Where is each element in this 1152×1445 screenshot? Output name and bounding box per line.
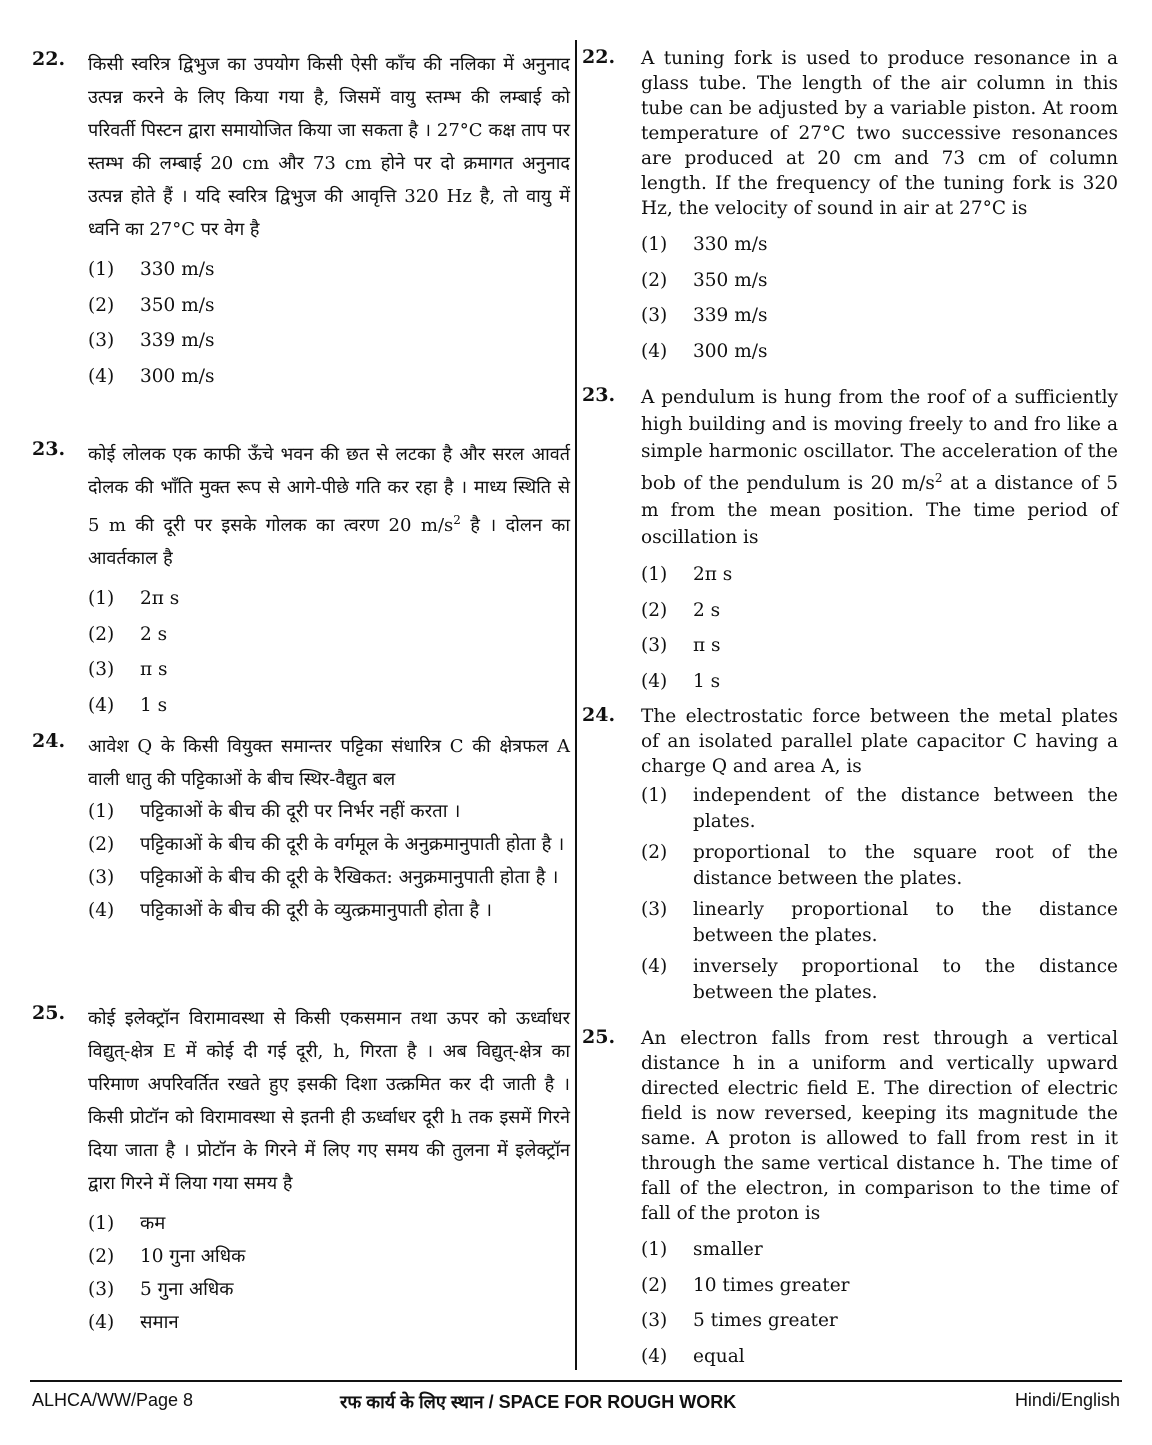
option: (2) proportional to the square root of the distance between the plates. (641, 842, 1118, 889)
option: (3) linearly proportional to the distance between the plates. (641, 899, 1118, 946)
question-text: The electrostatic force between the metal plates of an isolated parallel plate capacitor C having a charge Q and area A, is (641, 706, 1118, 777)
options (641, 1232, 1118, 1374)
question-23-english (582, 384, 1118, 699)
question-number: 25. (582, 1026, 616, 1048)
column-divider (575, 40, 577, 1370)
options (641, 227, 1118, 369)
option: (2) 10 times greater (641, 1274, 850, 1296)
question-text: A pendulum is hung from the roof of a sufficiently high building and is moving freely to and fro like a simple harmonic oscillator. The acceleration of the bob of the pendulum is 20 $m/s^2$ at a distance of 5 m from the mean position. The time period of oscillation is (641, 387, 1118, 549)
option: (4) पट्टिकाओं के बीच की दूरी के व्युत्क्रमानुपाती होता है । (88, 900, 493, 921)
option: (1) 2π s (641, 564, 733, 586)
footer-rule (30, 1380, 1122, 1382)
option: (3) 339 m/s (641, 305, 768, 326)
question-number: 23. (582, 384, 616, 406)
question-23-hindi (32, 438, 570, 723)
question-number: 22. (582, 46, 616, 68)
option: (4) 1 s (641, 670, 721, 692)
option: (2) 10 गुना अधिक (88, 1246, 246, 1267)
question-text: A tuning fork is used to produce resonance in a glass tube. The length of the air column in this tube can be adjusted by a variable piston. At room temperature of 27°C two successive resonances are produced at 20 cm and 73 cm of column length. If the frequency of the tuning fork is 320 Hz, the velocity of sound in air at 27°C is (641, 48, 1118, 219)
question-text: किसी स्वरित्र द्विभुज का उपयोग किसी ऐसी काँच की नलिका में अनुनाद उत्पन्न करने के लिए किया गया है, जिसमें वायु स्तम्भ की लम्बाई को परिवर्ती पिस्टन द्वारा समायोजित किया जा सकता है । 27°C कक्ष ताप पर स्तम्भ की लम्बाई 20 cm और 73 cm होने पर दो क्रमागत अनुनाद उत्पन्न होते हैं । यदि स्वरित्र द्विभुज की आवृत्ति 320 Hz है, तो वायु में ध्वनि का 27°C पर वेग है (88, 54, 570, 240)
option: (3) 5 गुना अधिक (88, 1279, 234, 1300)
page-number: ALHCA/WW/Page 8 (32, 1390, 194, 1410)
question-text: आवेश Q के किसी वियुक्त समान्तर पट्टिका संधारित्र C की क्षेत्रफल A वाली धातु की पट्टिकाओं के बीच स्थिर-वैद्युत बल (88, 736, 570, 790)
question-number: 22. (32, 48, 66, 70)
question-25-english (582, 1026, 1118, 1374)
language-label: Hindi/English (1014, 1390, 1120, 1410)
options (88, 581, 570, 723)
option: (1) पट्टिकाओं के बीच की दूरी पर निर्भर नहीं करता । (88, 801, 461, 822)
option: (4) समान (88, 1312, 179, 1333)
question-number: 23. (32, 438, 66, 460)
question-24-hindi (32, 730, 570, 930)
option: (4) inversely proportional to the distance between the plates. (641, 956, 1118, 1003)
question-number: 24. (582, 704, 616, 726)
option: (1) कम (88, 1213, 166, 1234)
option: (2) 350 m/s (88, 294, 215, 316)
option: (1) 2π s (88, 588, 180, 609)
options (641, 557, 1118, 699)
option: (1) independent of the distance between the plates. (641, 785, 1118, 832)
rough-work-label: रफ कार्य के लिए स्थान / SPACE FOR ROUGH WORK (340, 1392, 737, 1412)
option: (2) 350 m/s (641, 269, 768, 291)
question-24-english (582, 704, 1118, 1011)
options (641, 783, 1118, 1006)
question-text: कोई इलेक्ट्रॉन विरामावस्था से किसी एकसमान तथा ऊपर को ऊर्ध्वाधर विद्युत्-क्षेत्र E में कोई दी गई दूरी, h, गिरता है । अब विद्युत्-क्षेत्र का परिमाण अपरिवर्तित रखते हुए इसकी दिशा उत्क्रमित कर दी जाती है । किसी प्रोटॉन को विरामावस्था से इतनी ही ऊर्ध्वाधर दूरी h तक इसमें गिरने दिया जाता है । प्रोटॉन के गिरने में लिए गए समय की तुलना में इलेक्ट्रॉन द्वारा गिरने में लिया गया समय है (88, 1008, 570, 1194)
question-number: 24. (32, 730, 66, 752)
option: (4) 300 m/s (641, 340, 768, 362)
question-22-hindi (32, 48, 570, 394)
option: (1) 330 m/s (88, 259, 215, 280)
option: (3) 5 times greater (641, 1310, 838, 1331)
option: (4) equal (641, 1345, 745, 1367)
option: (3) π s (641, 635, 721, 657)
option: (3) 339 m/s (88, 330, 215, 351)
question-text: An electron falls from rest through a vertical distance h in a uniform and vertically upward directed electric field E. The direction of electric field is now reversed, keeping its magnitude the same. A proton is allowed to fall from rest in it through the same vertical distance h. The time of fall of the electron, in comparison to the time of fall of the proton is (641, 1028, 1118, 1224)
option: (4) 300 m/s (88, 365, 215, 387)
option: (1) smaller (641, 1239, 763, 1260)
option: (2) 2 s (88, 623, 168, 645)
options (88, 798, 570, 924)
option: (3) पट्टिकाओं के बीच की दूरी के रैखिकत: अनुक्रमानुपाती होता है । (88, 867, 559, 888)
question-25-hindi (32, 1002, 570, 1338)
option: (2) पट्टिकाओं के बीच की दूरी के वर्गमूल के अनुक्रमानुपाती होता है । (88, 834, 565, 855)
option: (1) 330 m/s (641, 234, 768, 255)
options (88, 252, 570, 394)
question-text: कोई लोलक एक काफी ऊँचे भवन की छत से लटका है और सरल आवर्त दोलक की भाँति मुक्त रूप से आगे-पीछे गति कर रहा है । माध्य स्थिति से 5 m की दूरी पर इसके गोलक का त्वरण 20 $m/s^2$ है । दोलन का आवर्तकाल है (88, 444, 570, 569)
option: (2) 2 s (641, 599, 721, 621)
options (88, 1206, 570, 1338)
question-22-english (582, 46, 1118, 369)
option: (4) 1 s (88, 694, 168, 716)
question-number: 25. (32, 1002, 66, 1024)
option: (3) π s (88, 659, 168, 680)
